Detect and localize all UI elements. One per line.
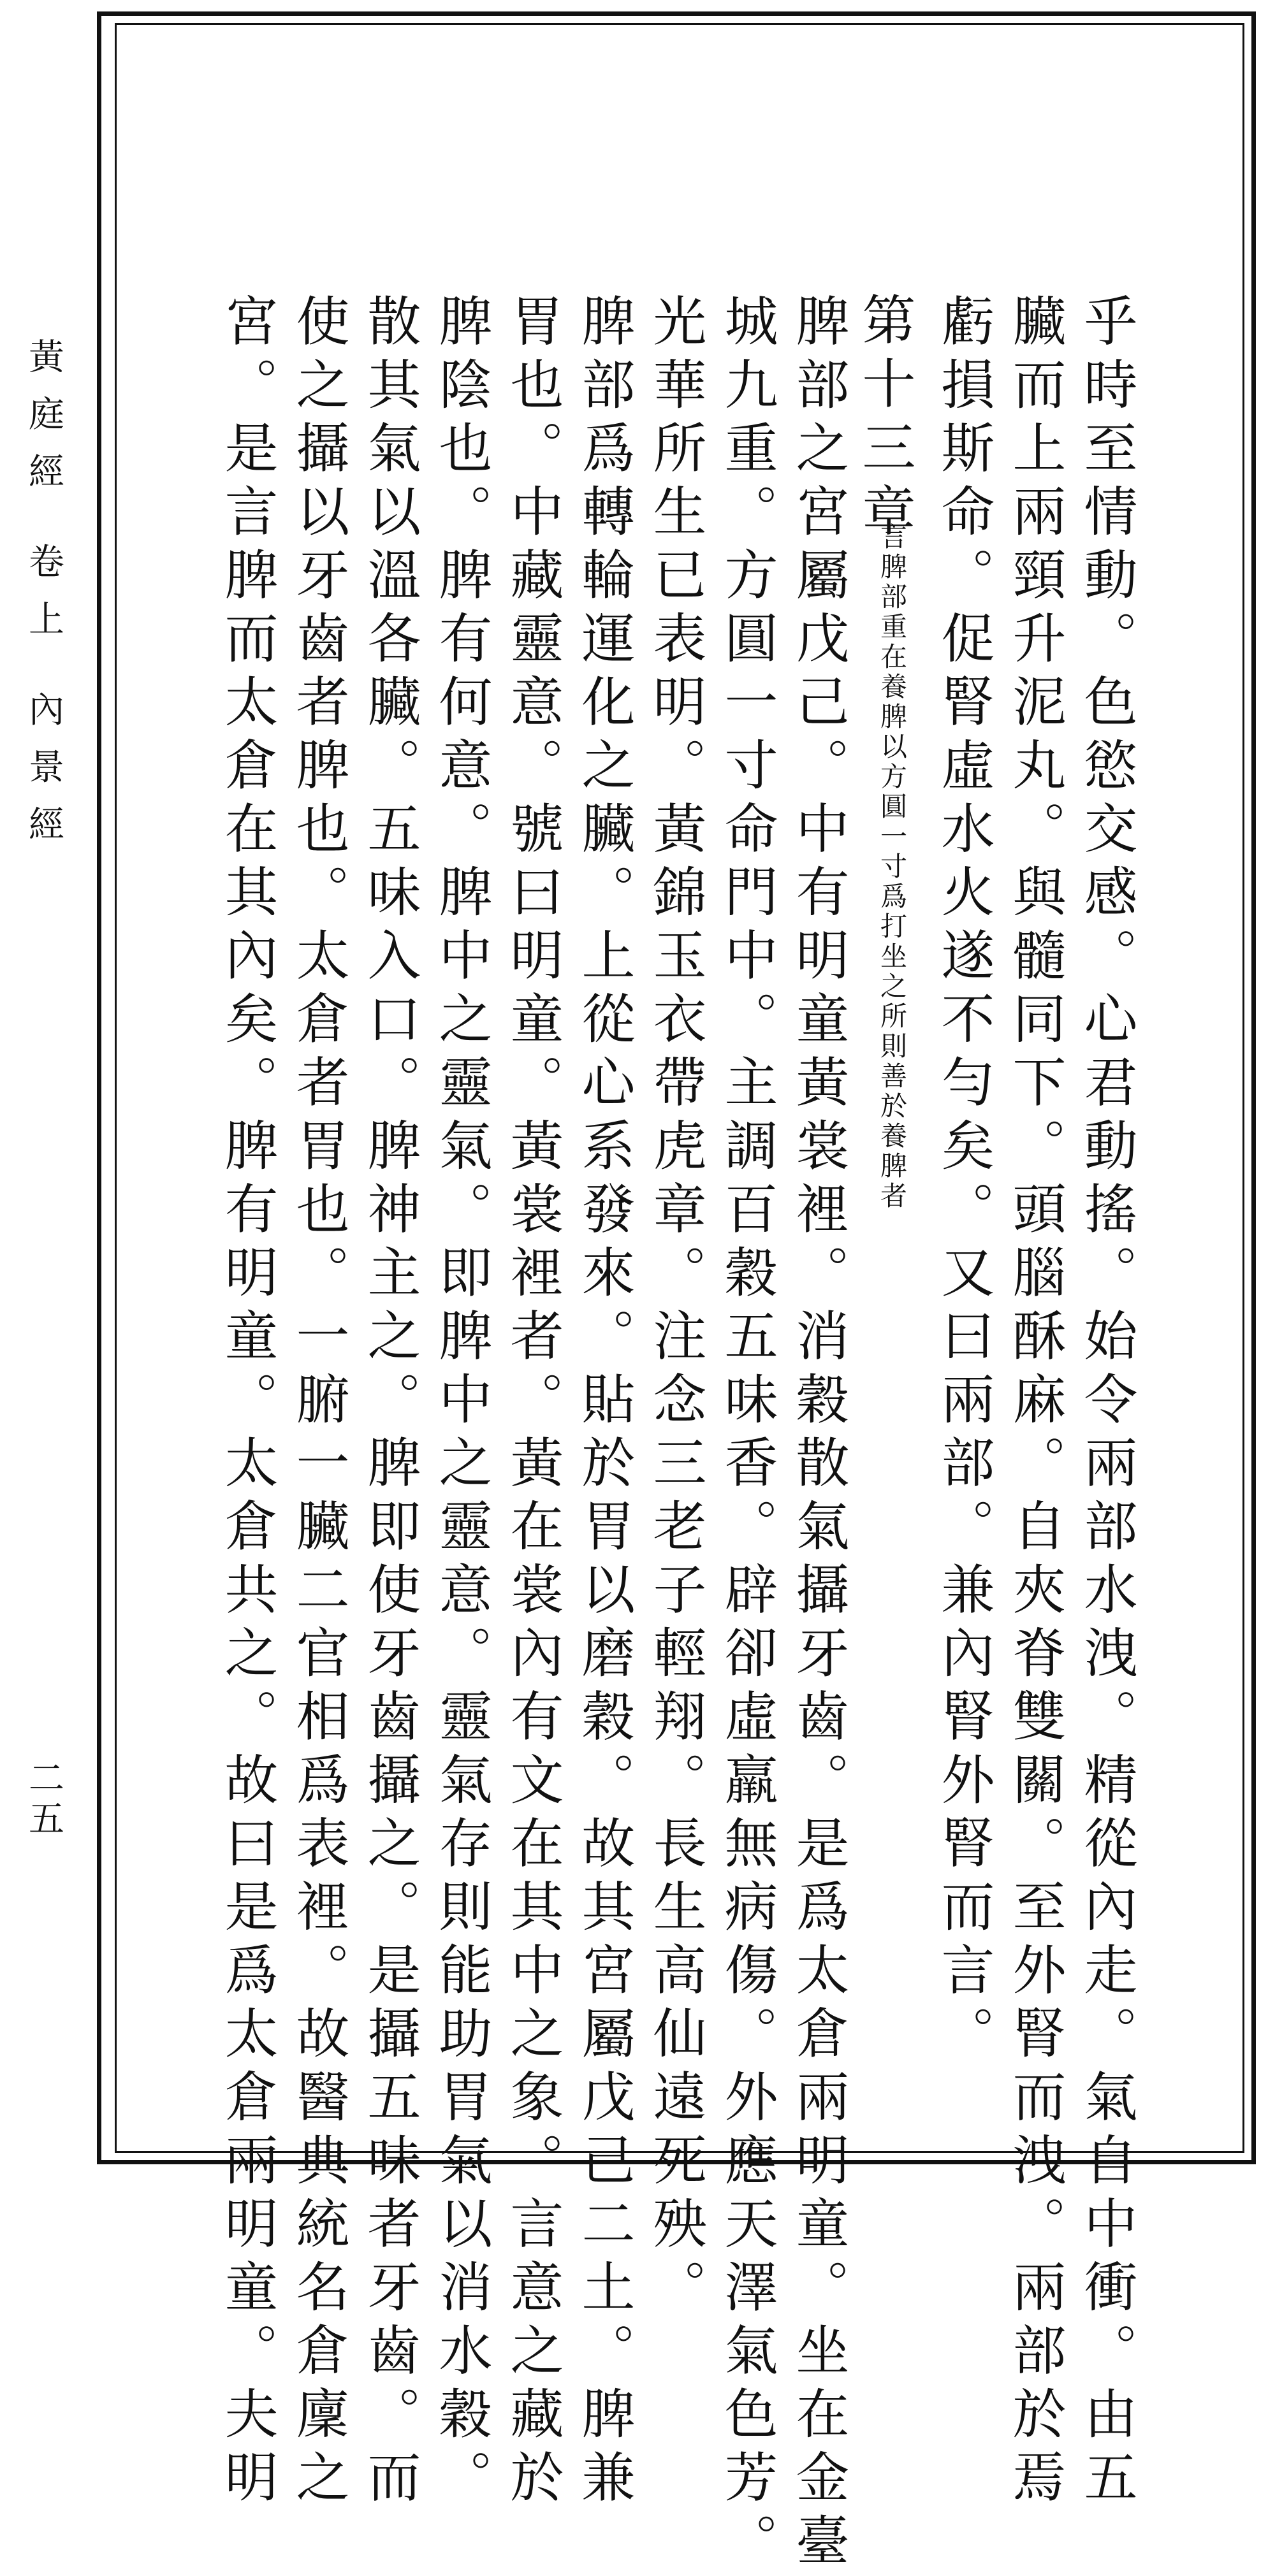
margin-book-title: 黃庭經 卷上 內景經 <box>23 338 64 863</box>
text-column-8: 胃也。中藏靈意。號曰明童。黃裳裡者。黃在裳內有文在其中之象。言意之藏於 <box>502 293 564 2513</box>
text-column-5: 城九重。方圓一寸命門中。主調百穀五味香。辟卻虛羸無病傷。外應天澤氣色芳。 <box>716 293 778 2576</box>
text-column-1: 乎時至情動。色慾交感。心君動搖。始令兩部水洩。精從內走。氣自中衝。由五 <box>1075 293 1138 2513</box>
chapter-title: 第十三章 <box>854 292 916 547</box>
text-column-7: 脾部爲轉輪運化之臟。上從心系發來。貼於胃以磨穀。故其宮屬戊己二土。脾兼 <box>573 293 636 2513</box>
chapter-note: 言脾部重在養脾以方圓一寸爲打坐之所則善於養脾者 <box>877 523 908 1212</box>
text-column-4: 脾部之宮屬戊己。中有明童黃裳裡。消穀散氣攝牙齒。是爲太倉兩明童。坐在金臺 <box>787 293 850 2576</box>
text-column-10: 散其氣以溫各臟。五味入口。脾神主之。脾即使牙齒攝之。是攝五味者牙齒。而 <box>359 293 421 2513</box>
text-column-6: 光華所生已表明。黃錦玉衣帶虎章。注念三老子輕翔。長生高仙遠死殃。 <box>645 293 707 2322</box>
text-column-3: 虧損斯命。促腎虛水火遂不勻矣。又曰兩部。兼內腎外腎而言。 <box>933 293 995 2069</box>
text-column-9: 脾陰也。脾有何意。脾中之靈氣。即脾中之靈意。靈氣存則能助胃氣以消水穀。 <box>430 293 493 2513</box>
text-column-2: 臟而上兩頸升泥丸。與髓同下。頭腦酥麻。自夾脊雙關。至外腎而洩。兩部於焉 <box>1004 293 1067 2513</box>
text-column-11: 使之攝以牙齒者脾也。太倉者胃也。一腑一臟二官相爲表裡。故醫典統名倉廩之 <box>288 293 350 2513</box>
margin-page-number: 二五 <box>23 1759 64 1841</box>
text-column-12: 宮。是言脾而太倉在其內矣。脾有明童。太倉共之。故曰是爲太倉兩明童。夫明 <box>216 293 279 2513</box>
